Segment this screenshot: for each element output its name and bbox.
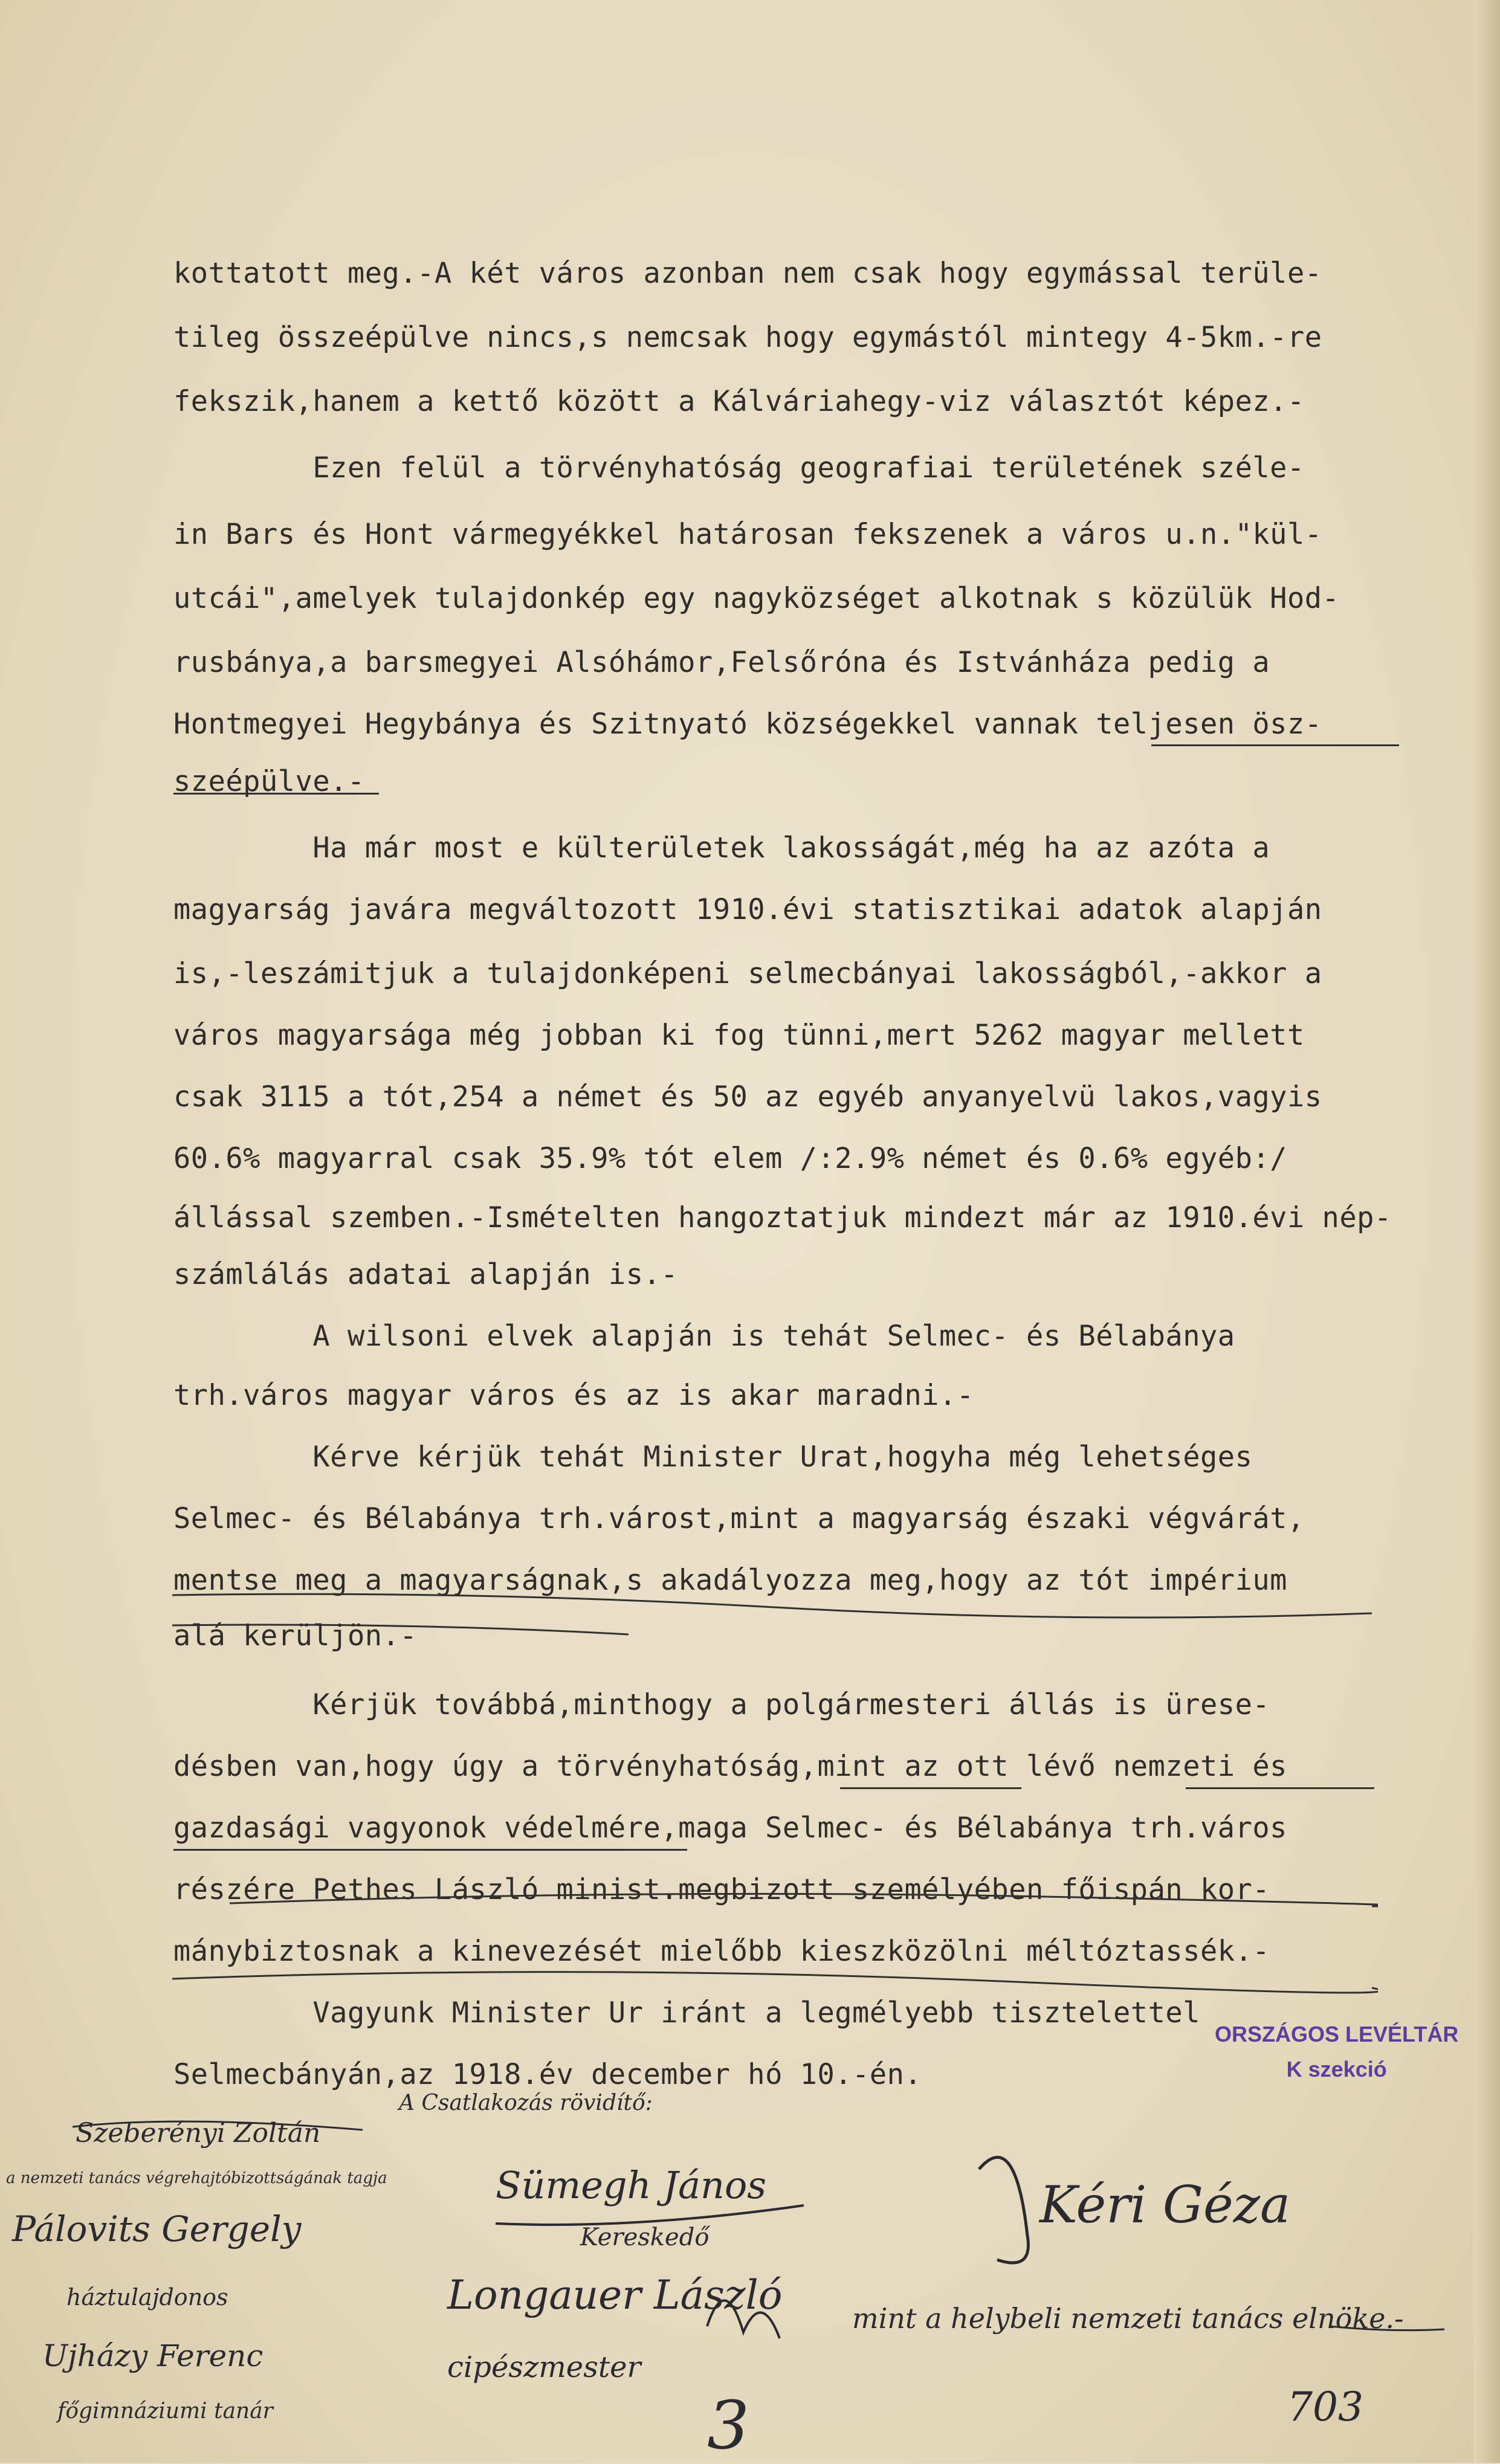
text-line: 60.6% magyarral csak 35.9% tót elem /:2.9% német és 0.6% egyéb:/ <box>173 1142 1287 1175</box>
underline-mark <box>1186 1787 1374 1789</box>
text-line: város magyarsága még jobban ki fog tünni,mert 5262 magyar mellett <box>173 1019 1305 1052</box>
signature-role: Kereskedő <box>580 2224 710 2251</box>
underline-mark <box>173 1849 687 1851</box>
text-line: Kérve kérjük tehát Minister Urat,hogyha még lehetséges <box>173 1440 1253 1474</box>
signature-name: Szeberényi Zoltán <box>76 2118 321 2149</box>
archive-number: 703 <box>1287 2384 1363 2430</box>
text-line: Selmecbányán,az 1918.év december hó 10.-én. <box>173 2058 922 2091</box>
text-line: mentse meg a magyarságnak,s akadályozza meg,hogy az tót impérium <box>173 1564 1287 1597</box>
text-line: in Bars és Hont vármegyékkel határosan fekszenek a város u.n."kül- <box>173 518 1322 551</box>
signature-header: A Csatlakozás rövidítő: <box>399 2091 653 2115</box>
signature-role: a nemzeti tanács végrehajtóbizottságának tagja <box>6 2169 387 2187</box>
text-line: Ezen felül a törvényhatóság geografiai területének széle- <box>173 451 1305 485</box>
stamp-title: ORSZÁGOS LEVÉLTÁR <box>1215 2022 1459 2046</box>
text-line: alá kerüljön.- <box>173 1619 418 1653</box>
stamp-section: K szekció <box>1286 2057 1387 2082</box>
underline-mark <box>173 793 379 795</box>
signature-role: főgimnáziumi tanár <box>57 2399 273 2424</box>
page-mark: 3 <box>707 2387 749 2464</box>
text-line: utcái",amelyek tulajdonkép egy nagyközséget alkotnak s közülük Hod- <box>173 582 1340 615</box>
signature-role: mint a helybeli nemzeti tanács elnöke.- <box>852 2302 1404 2335</box>
signature-role: cipészmester <box>447 2350 641 2384</box>
signature-role: háztulajdonos <box>66 2284 228 2311</box>
signature-name: Pálovits Gergely <box>12 2208 302 2250</box>
text-line: számlálás adatai alapján is.- <box>173 1258 679 1291</box>
text-line: trh.város magyar város és az is akar maradni.- <box>173 1379 974 1412</box>
text-line: Kérjük továbbá,minthogy a polgármesteri állás is üresе- <box>173 1688 1270 1721</box>
bleed-through-text <box>151 115 1239 211</box>
underline-mark <box>1151 744 1399 746</box>
text-line: Ha már most e külterületek lakosságát,még ha az azóta a <box>173 831 1270 865</box>
signature-name: Ujházy Ferenc <box>42 2338 263 2373</box>
text-line: szeépülve.- <box>173 765 365 798</box>
signature-name: Kéri Géza <box>1039 2175 1291 2234</box>
text-line: fekszik,hanem a kettő között a Kálváriahegy-viz választót képez.- <box>173 385 1305 418</box>
text-line: részére Pethes László minist.megbizott személyében főispán kor- <box>173 1873 1270 1906</box>
text-line: désben van,hogy úgy a törvényhatóság,mint az ott lévő nemzeti és <box>173 1750 1287 1783</box>
text-line: Hontmegyei Hegybánya és Szitnyató községekkel vannak teljesen ösz- <box>173 708 1322 741</box>
wavy-underline <box>169 1589 1378 1637</box>
text-line: csak 3115 a tót,254 a német és 50 az egyéb anyanyelvü lakos,vagyis <box>173 1080 1322 1114</box>
wavy-underline <box>169 1891 1378 1994</box>
underline-mark <box>840 1787 1021 1789</box>
signature-name: Longauer László <box>447 2272 783 2318</box>
text-line: állással szemben.-Ismételten hangoztatjuk mindezt már az 1910.évi nép- <box>173 1201 1392 1234</box>
text-line: kottatott meg.-A két város azonban nem csak hogy egymással terüle- <box>173 257 1322 290</box>
text-line: Vagyunk Minister Ur iránt a legmélyebb tisztelettel <box>173 1996 1200 2030</box>
text-line: gazdasági vagyonok védelmére,maga Selmec- és Bélabánya trh.város <box>173 1811 1287 1845</box>
text-line: tileg összeépülve nincs,s nemcsak hogy egymástól mintegy 4-5km.-re <box>173 321 1322 354</box>
text-line: mánybiztosnak a kinevezését mielőbb kieszközölni méltóztassék.- <box>173 1935 1270 1968</box>
text-line: Selmec- és Bélabánya trh.várost,mint a magyarság északi végvárát, <box>173 1502 1305 1535</box>
text-line: A wilsoni elvek alapján is tehát Selmec- és Bélabánya <box>173 1320 1235 1353</box>
text-line: is,-leszámitjuk a tulajdonképeni selmecbányai lakosságból,-akkor a <box>173 957 1322 990</box>
signature-name: Sümegh János <box>496 2163 767 2207</box>
text-line: rusbánya,a barsmegyei Alsóhámor,Felsőróna és Istvánháza pedig a <box>173 646 1270 679</box>
text-line: magyarság javára megváltozott 1910.évi statisztikai adatok alapján <box>173 893 1322 926</box>
